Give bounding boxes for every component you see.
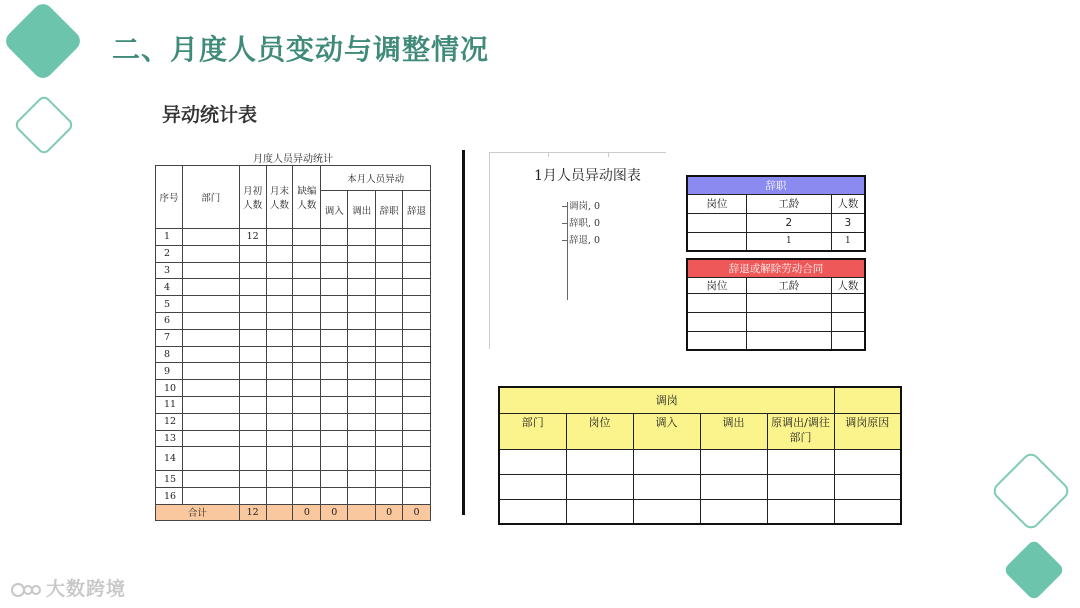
stats-cell-in <box>321 229 348 246</box>
stats-cell-dismiss <box>403 296 431 313</box>
stats-cell-resign <box>376 296 403 313</box>
stats-cell-resign <box>376 380 403 397</box>
stats-cell-start <box>239 413 266 430</box>
stats-cell-end <box>266 380 293 397</box>
stats-cell-dept <box>182 312 239 329</box>
stats-cell-no: 6 <box>156 312 183 329</box>
dismiss-title: 辞退或解除劳动合同 <box>687 259 865 277</box>
stats-cell-in <box>321 346 348 363</box>
transfer-cell <box>700 449 767 474</box>
stats-cell-vacancy <box>293 296 321 313</box>
transfer-cell <box>633 499 700 524</box>
stats-cell-dismiss <box>403 312 431 329</box>
stats-cell-dismiss <box>403 279 431 296</box>
stats-cell-out <box>348 329 376 346</box>
table-row <box>156 396 431 413</box>
transfer-header-in: 调入 <box>633 413 700 449</box>
stats-cell-resign <box>376 346 403 363</box>
stats-cell-end <box>266 363 293 380</box>
stats-cell-end <box>266 245 293 262</box>
transfer-cell <box>767 449 834 474</box>
stats-cell-start <box>239 279 266 296</box>
stats-cell-dept <box>182 380 239 397</box>
resign-title: 辞职 <box>687 176 865 194</box>
stats-cell-dismiss <box>403 346 431 363</box>
stats-cell-no: 11 <box>156 396 183 413</box>
stats-cell-dept <box>182 245 239 262</box>
stats-cell-out <box>348 488 376 505</box>
resign-header-count: 人数 <box>831 194 865 213</box>
stats-cell-dept <box>182 488 239 505</box>
watermark-logo-icon <box>10 580 42 600</box>
watermark-text: 大数跨境 <box>46 578 127 600</box>
stats-cell-start <box>239 296 266 313</box>
stats-cell-in <box>321 296 348 313</box>
transfer-header-origin-dest: 原调出/调往部门 <box>767 413 834 449</box>
stats-cell-vacancy <box>293 396 321 413</box>
stats-cell-out <box>348 363 376 380</box>
stats-cell-start <box>239 471 266 488</box>
total-start: 12 <box>239 504 266 520</box>
total-dismiss: 0 <box>403 504 431 520</box>
section-subtitle: 异动统计表 <box>162 104 258 126</box>
stats-cell-no: 1 <box>156 229 183 246</box>
stats-cell-out <box>348 279 376 296</box>
monthly-stats-table <box>155 150 431 521</box>
stats-cell-resign <box>376 262 403 279</box>
table-row <box>156 279 431 296</box>
vertical-divider <box>462 150 465 515</box>
transfer-cell <box>834 449 901 474</box>
stats-cell-in <box>321 396 348 413</box>
table-row <box>156 488 431 505</box>
stats-cell-vacancy <box>293 488 321 505</box>
stats-cell-vacancy <box>293 329 321 346</box>
stats-cell-start <box>239 430 266 447</box>
total-resign: 0 <box>376 504 403 520</box>
stats-cell-resign <box>376 329 403 346</box>
dismiss-cell <box>831 293 865 312</box>
stats-cell-in <box>321 430 348 447</box>
header-out: 调出 <box>348 191 376 229</box>
stats-cell-no: 9 <box>156 363 183 380</box>
stats-cell-start <box>239 396 266 413</box>
stats-cell-out <box>348 296 376 313</box>
stats-cell-start <box>239 346 266 363</box>
stats-cell-resign <box>376 279 403 296</box>
stats-cell-dismiss <box>403 488 431 505</box>
decor-diamond-outline-top <box>13 94 75 156</box>
legend-item: 辞职, 0 <box>562 215 600 229</box>
watermark <box>10 574 126 601</box>
movement-chart <box>489 152 667 349</box>
decor-diamond-filled-bottom <box>1003 539 1065 601</box>
dismiss-cell <box>687 293 746 312</box>
table-row <box>156 229 431 246</box>
transfer-cell <box>499 499 566 524</box>
stats-cell-resign <box>376 430 403 447</box>
transfer-cell <box>834 499 901 524</box>
dismiss-cell <box>746 331 831 350</box>
transfer-cell <box>566 474 633 499</box>
stats-cell-end <box>266 471 293 488</box>
header-in: 调入 <box>321 191 348 229</box>
table-row <box>156 380 431 397</box>
stats-cell-end <box>266 329 293 346</box>
stats-cell-no: 15 <box>156 471 183 488</box>
stats-cell-resign <box>376 229 403 246</box>
stats-cell-end <box>266 346 293 363</box>
stats-cell-out <box>348 346 376 363</box>
stats-cell-in <box>321 363 348 380</box>
stats-cell-no: 13 <box>156 430 183 447</box>
stats-cell-in <box>321 380 348 397</box>
chart-title: 1月人员异动图表 <box>534 168 641 184</box>
stats-cell-dismiss <box>403 262 431 279</box>
dismiss-cell <box>746 293 831 312</box>
total-in: 0 <box>321 504 348 520</box>
header-end: 月末人数 <box>266 166 293 229</box>
stats-cell-end <box>266 430 293 447</box>
stats-cell-dept <box>182 413 239 430</box>
transfer-table <box>498 386 902 525</box>
header-dismiss: 辞退 <box>403 191 431 229</box>
stats-cell-start: 12 <box>239 229 266 246</box>
decor-diamond-outline-bottom <box>990 450 1072 532</box>
transfer-header-out: 调出 <box>700 413 767 449</box>
stats-cell-end <box>266 262 293 279</box>
stats-cell-start <box>239 245 266 262</box>
stats-cell-vacancy <box>293 229 321 246</box>
stats-cell-no: 10 <box>156 380 183 397</box>
stats-cell-start <box>239 262 266 279</box>
transfer-cell <box>633 474 700 499</box>
resign-cell: 1 <box>831 232 865 251</box>
stats-cell-out <box>348 245 376 262</box>
stats-cell-start <box>239 380 266 397</box>
table-row <box>156 312 431 329</box>
transfer-title-blank <box>834 387 901 413</box>
header-group: 本月人员异动 <box>321 166 431 191</box>
stats-cell-out <box>348 380 376 397</box>
resign-cell: 1 <box>746 232 831 251</box>
transfer-cell <box>700 474 767 499</box>
stats-cell-dept <box>182 279 239 296</box>
stats-cell-resign <box>376 447 403 471</box>
dismiss-header-post: 岗位 <box>687 277 746 293</box>
stats-cell-start <box>239 447 266 471</box>
dismiss-cell <box>687 312 746 331</box>
table-row <box>156 245 431 262</box>
stats-cell-no: 12 <box>156 413 183 430</box>
stats-cell-in <box>321 245 348 262</box>
table-row <box>156 447 431 471</box>
header-seq: 序号 <box>156 166 183 229</box>
legend-item: 调岗, 0 <box>562 198 600 212</box>
transfer-header-reason: 调岗原因 <box>834 413 901 449</box>
stats-cell-end <box>266 312 293 329</box>
stats-cell-vacancy <box>293 346 321 363</box>
stats-cell-vacancy <box>293 279 321 296</box>
stats-cell-end <box>266 413 293 430</box>
stats-cell-dept <box>182 296 239 313</box>
stats-cell-vacancy <box>293 380 321 397</box>
transfer-cell <box>499 449 566 474</box>
transfer-title: 调岗 <box>499 387 834 413</box>
stats-cell-dept <box>182 363 239 380</box>
stats-cell-start <box>239 312 266 329</box>
stats-cell-no: 8 <box>156 346 183 363</box>
stats-cell-start <box>239 329 266 346</box>
total-row <box>156 504 431 520</box>
transfer-cell <box>566 449 633 474</box>
legend-item: 辞退, 0 <box>562 232 600 246</box>
stats-cell-dept <box>182 346 239 363</box>
dismiss-cell <box>831 312 865 331</box>
stats-cell-end <box>266 447 293 471</box>
stats-cell-out <box>348 396 376 413</box>
transfer-cell <box>834 474 901 499</box>
total-label: 合计 <box>156 504 240 520</box>
resign-header-post: 岗位 <box>687 194 746 213</box>
total-out <box>348 504 376 520</box>
stats-cell-end <box>266 279 293 296</box>
stats-cell-dismiss <box>403 329 431 346</box>
stats-cell-vacancy <box>293 447 321 471</box>
transfer-cell <box>499 474 566 499</box>
stats-cell-dept <box>182 229 239 246</box>
resign-header-tenure: 工龄 <box>746 194 831 213</box>
resign-cell <box>687 232 746 251</box>
header-vacancy: 缺编人数 <box>293 166 321 229</box>
stats-cell-end <box>266 296 293 313</box>
stats-cell-no: 2 <box>156 245 183 262</box>
stats-cell-resign <box>376 363 403 380</box>
table-row <box>156 296 431 313</box>
stats-cell-out <box>348 413 376 430</box>
dismiss-header-count: 人数 <box>831 277 865 293</box>
stats-cell-in <box>321 329 348 346</box>
stats-cell-dept <box>182 447 239 471</box>
stats-cell-out <box>348 229 376 246</box>
stats-cell-out <box>348 312 376 329</box>
stats-cell-resign <box>376 312 403 329</box>
stats-cell-dismiss <box>403 363 431 380</box>
stats-cell-no: 7 <box>156 329 183 346</box>
transfer-cell <box>767 499 834 524</box>
resign-cell: 3 <box>831 213 865 232</box>
stats-cell-no: 4 <box>156 279 183 296</box>
stats-cell-vacancy <box>293 413 321 430</box>
stats-cell-in <box>321 488 348 505</box>
table-row <box>156 363 431 380</box>
dismiss-cell <box>746 312 831 331</box>
stats-cell-dismiss <box>403 447 431 471</box>
transfer-header-post: 岗位 <box>566 413 633 449</box>
stats-cell-dept <box>182 329 239 346</box>
transfer-cell <box>566 499 633 524</box>
stats-cell-no: 14 <box>156 447 183 471</box>
table-row <box>156 413 431 430</box>
stats-cell-start <box>239 363 266 380</box>
dismiss-cell <box>687 331 746 350</box>
dismiss-cell <box>831 331 865 350</box>
stats-cell-in <box>321 413 348 430</box>
stats-cell-resign <box>376 488 403 505</box>
stats-cell-resign <box>376 413 403 430</box>
resign-cell: 2 <box>746 213 831 232</box>
total-vacancy: 0 <box>293 504 321 520</box>
transfer-cell <box>700 499 767 524</box>
stats-cell-out <box>348 430 376 447</box>
table-row <box>156 471 431 488</box>
stats-cell-in <box>321 312 348 329</box>
stats-caption: 月度人员异动统计 <box>156 150 431 166</box>
header-start: 月初人数 <box>239 166 266 229</box>
transfer-header-dept: 部门 <box>499 413 566 449</box>
stats-cell-dept <box>182 471 239 488</box>
table-row <box>156 329 431 346</box>
stats-cell-dismiss <box>403 380 431 397</box>
stats-cell-dept <box>182 430 239 447</box>
table-row <box>156 430 431 447</box>
stats-cell-vacancy <box>293 245 321 262</box>
stats-cell-vacancy <box>293 363 321 380</box>
stats-cell-dismiss <box>403 396 431 413</box>
stats-cell-vacancy <box>293 471 321 488</box>
stats-cell-out <box>348 262 376 279</box>
resign-cell <box>687 213 746 232</box>
decor-diamond-filled-top <box>2 0 84 82</box>
stats-cell-dismiss <box>403 245 431 262</box>
stats-cell-end <box>266 229 293 246</box>
stats-cell-vacancy <box>293 430 321 447</box>
stats-cell-dismiss <box>403 471 431 488</box>
stats-cell-end <box>266 488 293 505</box>
stats-cell-end <box>266 396 293 413</box>
stats-cell-resign <box>376 245 403 262</box>
stats-cell-resign <box>376 396 403 413</box>
stats-cell-in <box>321 279 348 296</box>
stats-cell-dept <box>182 262 239 279</box>
header-dept: 部门 <box>182 166 239 229</box>
stats-cell-vacancy <box>293 262 321 279</box>
stats-cell-dismiss <box>403 229 431 246</box>
stats-cell-in <box>321 471 348 488</box>
stats-cell-resign <box>376 471 403 488</box>
stats-cell-dept <box>182 396 239 413</box>
stats-cell-in <box>321 262 348 279</box>
table-row <box>156 262 431 279</box>
transfer-cell <box>633 449 700 474</box>
stats-cell-dismiss <box>403 413 431 430</box>
stats-cell-no: 3 <box>156 262 183 279</box>
dismiss-table <box>686 258 866 351</box>
total-end <box>266 504 293 520</box>
stats-cell-out <box>348 471 376 488</box>
resign-table <box>686 175 866 252</box>
stats-cell-no: 16 <box>156 488 183 505</box>
stats-cell-dismiss <box>403 430 431 447</box>
stats-cell-start <box>239 488 266 505</box>
dismiss-header-tenure: 工龄 <box>746 277 831 293</box>
page-title: 二、月度人员变动与调整情况 <box>112 33 490 66</box>
stats-cell-vacancy <box>293 312 321 329</box>
table-row <box>156 346 431 363</box>
header-resign: 辞职 <box>376 191 403 229</box>
transfer-cell <box>767 474 834 499</box>
stats-cell-no: 5 <box>156 296 183 313</box>
stats-cell-in <box>321 447 348 471</box>
stats-cell-out <box>348 447 376 471</box>
